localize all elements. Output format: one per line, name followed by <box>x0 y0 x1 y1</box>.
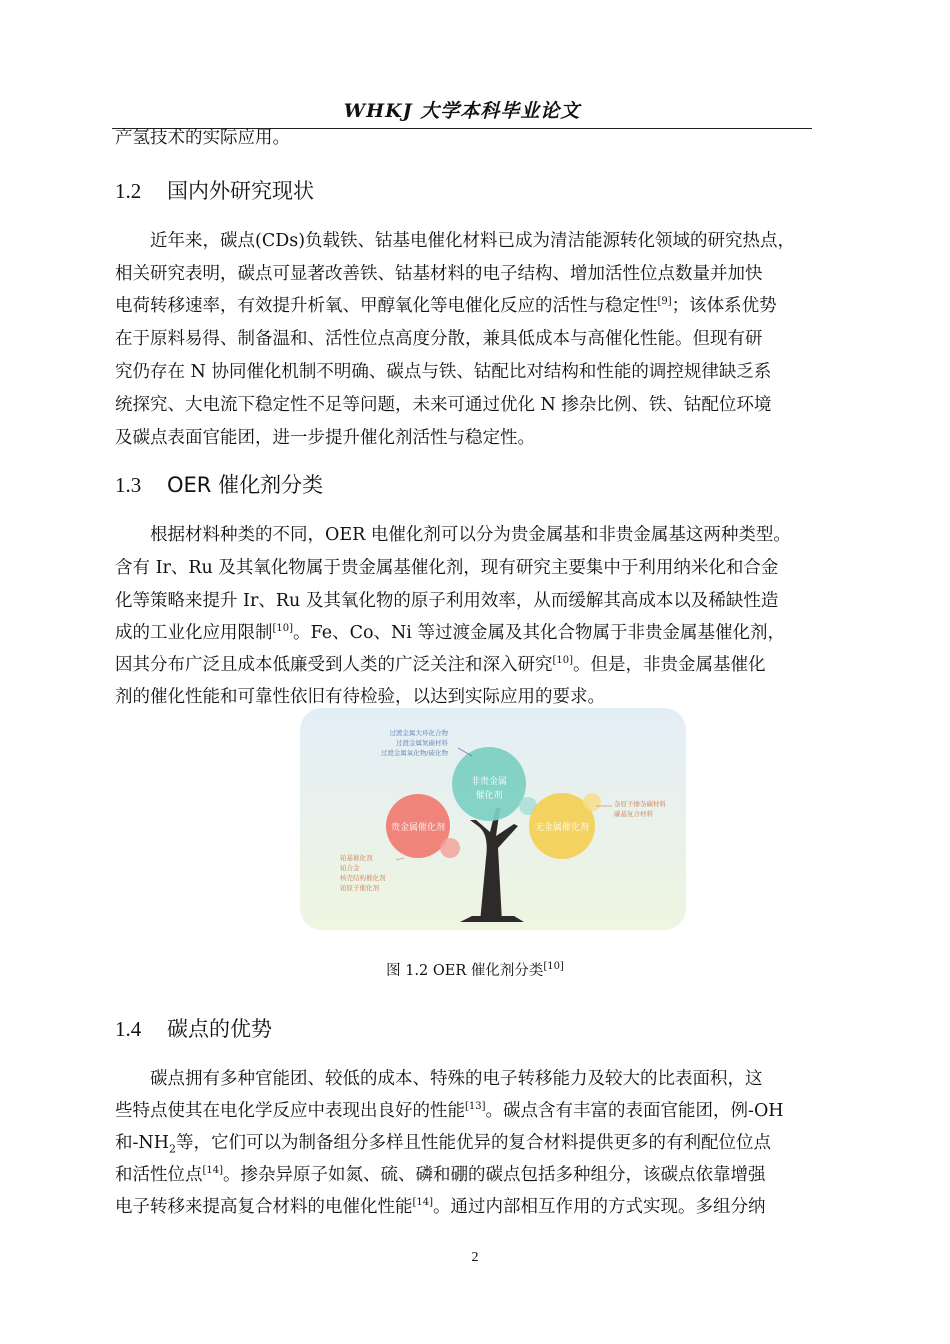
text-line: 相关研究表明，碳点可显著改善铁、钴基材料的电子结构、增加活性位点数量并加快 <box>115 264 763 284</box>
noble-metal-label: 贵金属催化剂 <box>390 823 446 833</box>
text-line: 近年来，碳点(CDs)负载铁、钴基电催化材料已成为清洁能源转化领域的研究热点， <box>150 231 796 251</box>
oer-catalyst-tree-figure <box>300 708 686 930</box>
section-heading-1-3 <box>115 471 323 499</box>
section-title: OER 催化剂分类 <box>167 473 324 497</box>
text-line: 在于原料易得、制备温和、活性位点高度分散，兼具低成本与高催化性能。但现有研 <box>115 329 763 349</box>
text-line: 碳点拥有多种官能团、较低的成本、特殊的电子转移能力及较大的比表面积，这 <box>150 1069 763 1089</box>
text-segment: 成的工业化应用限制 <box>115 623 273 643</box>
metal-free-label: 无金属催化剂 <box>534 823 590 833</box>
figure-caption <box>0 961 950 981</box>
citation: [10] <box>543 961 564 973</box>
section-heading-1-4 <box>115 1015 272 1043</box>
text-line: 含有 Ir、Ru 及其氧化物属于贵金属基催化剂，现有研究主要集中于利用纳米化和合金 <box>115 558 779 578</box>
decor-circle <box>583 793 601 811</box>
text-line: 化等策略来提升 Ir、Ru 及其氧化物的原子利用效率，从而缓解其高成本以及稀缺性造 <box>115 591 779 611</box>
text-segment: 等，它们可以为制备组分多样且性能优异的复合材料提供更多的有利配位位点 <box>176 1133 771 1153</box>
text-segment: 。掺杂异原子如氮、硫、磷和硼的碳点包括多种组分，该碳点依靠增强 <box>223 1165 766 1185</box>
text-segment: 和-NH <box>115 1133 169 1153</box>
category-label: 核壳结构催化剂 <box>340 874 386 882</box>
text-line <box>115 653 766 677</box>
text-segment: ；该体系优势 <box>671 296 777 316</box>
citation: [10] <box>552 655 574 667</box>
category-label: 过渡金属氮碳材料 <box>396 739 448 747</box>
text-line <box>115 294 777 318</box>
nonnoble-metal-label: 非贵金属 <box>470 777 508 787</box>
text-segment: 和活性位点 <box>115 1165 203 1185</box>
text-line: 根据材料种类的不同，OER 电催化剂可以分为贵金属基和非贵金属基这两种类型。 <box>150 525 791 545</box>
section-title: 碳点的优势 <box>167 1017 272 1041</box>
text-line <box>115 621 785 645</box>
category-label: 铂基催化剂 <box>340 854 373 862</box>
nonnoble-metal-label: 催化剂 <box>475 791 503 801</box>
text-line: 剂的催化性能和可靠性依旧有待检验，以达到实际应用的要求。 <box>115 687 605 707</box>
tree-illustration <box>300 708 686 930</box>
text-segment: 。碳点含有丰富的表面官能团，例-OH <box>485 1101 784 1121</box>
text-line <box>115 1195 766 1219</box>
running-header <box>112 98 812 129</box>
subscript: 2 <box>169 1142 176 1156</box>
text-segment: 电荷转移速率，有效提升析氧、甲醇氧化等电催化反应的活性与稳定性 <box>115 296 658 316</box>
category-label: 过渡金属氧化物/硫化物 <box>380 749 448 757</box>
text-segment: 些特点使其在电化学反应中表现出良好的性能 <box>115 1101 465 1121</box>
page-number: 2 <box>471 1250 479 1265</box>
text-segment: 。但是，非贵金属基催化 <box>573 655 766 675</box>
header-title: WHKJ 大学本科毕业论文 <box>343 100 581 122</box>
text-segment: 。Fe、Co、Ni 等过渡金属及其化合物属于非贵金属基催化剂， <box>293 623 785 643</box>
citation: [10] <box>272 623 294 635</box>
category-label: 铂合金 <box>340 864 360 872</box>
category-label: 碳基复合材料 <box>614 810 653 818</box>
text-line: 统探究、大电流下稳定性不足等问题，未来可通过优化 N 掺杂比例、铁、钴配位环境 <box>115 395 772 415</box>
text-line <box>115 1099 784 1123</box>
citation: [13] <box>465 1101 486 1113</box>
caption-text: 图 1.2 OER 催化剂分类 <box>386 963 544 979</box>
section-heading-1-2 <box>115 177 314 205</box>
citation: [14] <box>202 1165 224 1177</box>
text-line: 及碳点表面官能团，进一步提升催化剂活性与稳定性。 <box>115 428 535 448</box>
citation: [9] <box>657 296 672 308</box>
section-title: 国内外研究现状 <box>167 179 314 203</box>
section-number: 1.3 <box>115 473 142 497</box>
category-label: 过渡金属大环化合物 <box>389 729 448 737</box>
category-label: 铂原子催化剂 <box>340 884 379 892</box>
text-line: 究仍存在 N 协同催化机制不明确、碳点与铁、钴配比对结构和性能的调控规律缺乏系 <box>115 362 772 382</box>
text-segment: 因其分布广泛且成本低廉受到人类的广泛关注和深入研究 <box>115 655 553 675</box>
citation: [14] <box>412 1197 434 1209</box>
section-number: 1.2 <box>115 179 142 203</box>
text-segment: 电子转移来提高复合材料的电催化性能 <box>115 1197 413 1217</box>
text-line <box>115 1163 766 1187</box>
category-label: 杂原子掺杂碳材料 <box>614 800 666 808</box>
section-number: 1.4 <box>115 1017 142 1041</box>
text-line <box>115 1131 771 1155</box>
paragraph-continuation: 产氢技术的实际应用。 <box>115 128 290 148</box>
decor-circle <box>440 838 460 858</box>
text-segment: 。通过内部相互作用的方式实现。多组分纳 <box>433 1197 766 1217</box>
